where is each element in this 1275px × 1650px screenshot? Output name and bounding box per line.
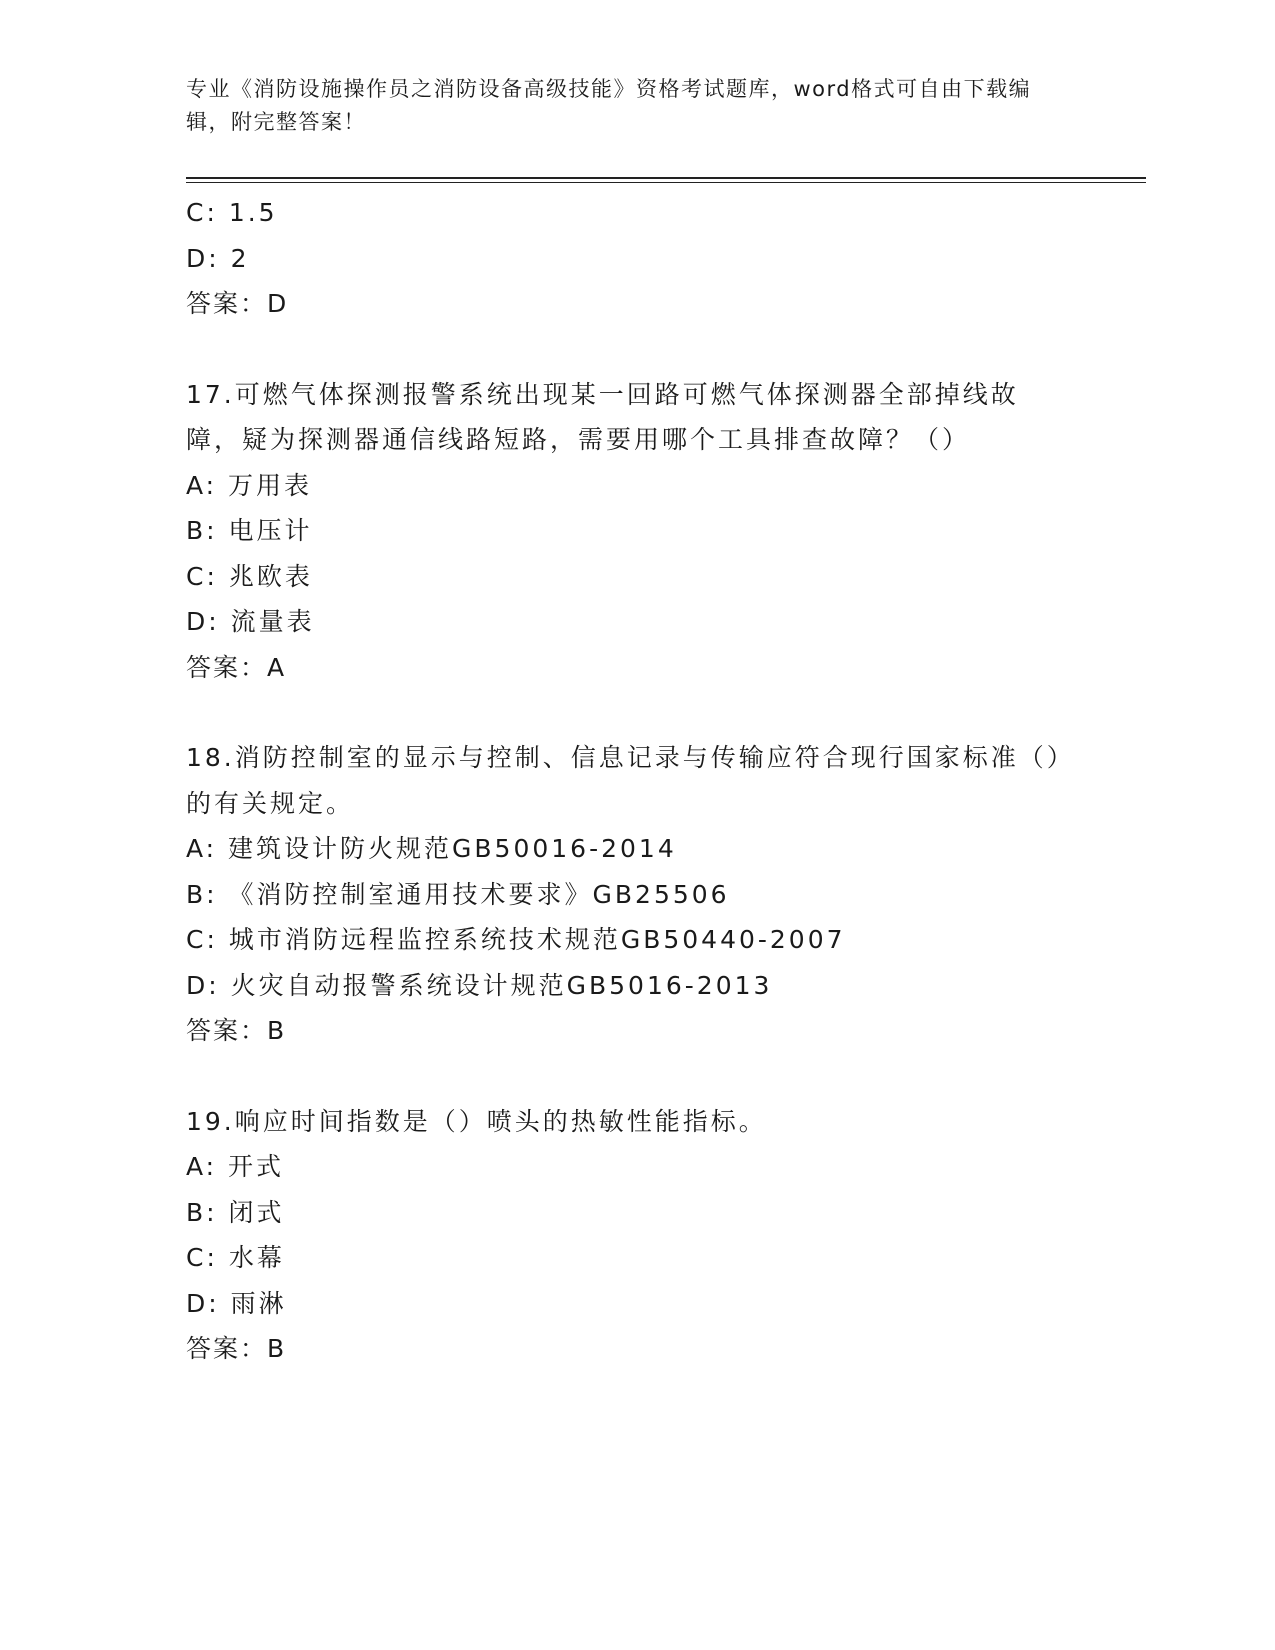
question-text: 19.响应时间指数是（）喷头的热敏性能指标。 xyxy=(186,1106,767,1136)
option-a: A: 开式 xyxy=(186,1152,285,1181)
answer-line: 答案：B xyxy=(186,1016,287,1045)
question-text: 18.消防控制室的显示与控制、信息记录与传输应符合现行国家标准（）的有关规定。 xyxy=(186,743,1063,818)
option-c: C: 城市消防远程监控系统技术规范GB50440-2007 xyxy=(186,925,846,954)
question-18 xyxy=(186,735,1086,1054)
option-b: B: 电压计 xyxy=(186,516,313,545)
document-header: 专业《消防设施操作员之消防设备高级技能》资格考试题库，word格式可自由下载编辑，附完整答案！ xyxy=(186,77,1032,134)
option-c: C: 兆欧表 xyxy=(186,561,313,591)
option-c: C: 1.5 xyxy=(186,198,278,227)
option-b: B: 《消防控制室通用技术要求》GB25506 xyxy=(186,879,730,909)
option-d: D: 火灾自动报警系统设计规范GB5016-2013 xyxy=(186,970,773,1000)
option-b: B: 闭式 xyxy=(186,1197,285,1227)
question-content xyxy=(186,190,1086,1372)
option-a: A: 建筑设计防火规范GB50016-2014 xyxy=(186,834,677,863)
option-d: D: 雨淋 xyxy=(186,1288,287,1318)
answer-line: 答案：B xyxy=(186,1334,287,1363)
option-a: A: 万用表 xyxy=(186,470,313,500)
question-17 xyxy=(186,372,1086,691)
header-divider-top xyxy=(186,177,1146,179)
option-d: D: 2 xyxy=(186,243,250,273)
previous-question-tail xyxy=(186,190,1086,327)
option-d: D: 流量表 xyxy=(186,607,315,636)
question-text: 17.可燃气体探测报警系统出现某一回路可燃气体探测器全部掉线故障，疑为探测器通信线路短路，需要用哪个工具排查故障？（） xyxy=(186,379,1019,454)
header-divider-bottom xyxy=(186,182,1146,183)
question-19 xyxy=(186,1099,1086,1372)
answer-line: 答案：D xyxy=(186,289,289,318)
answer-line: 答案：A xyxy=(186,652,287,682)
option-c: C: 水幕 xyxy=(186,1243,285,1272)
